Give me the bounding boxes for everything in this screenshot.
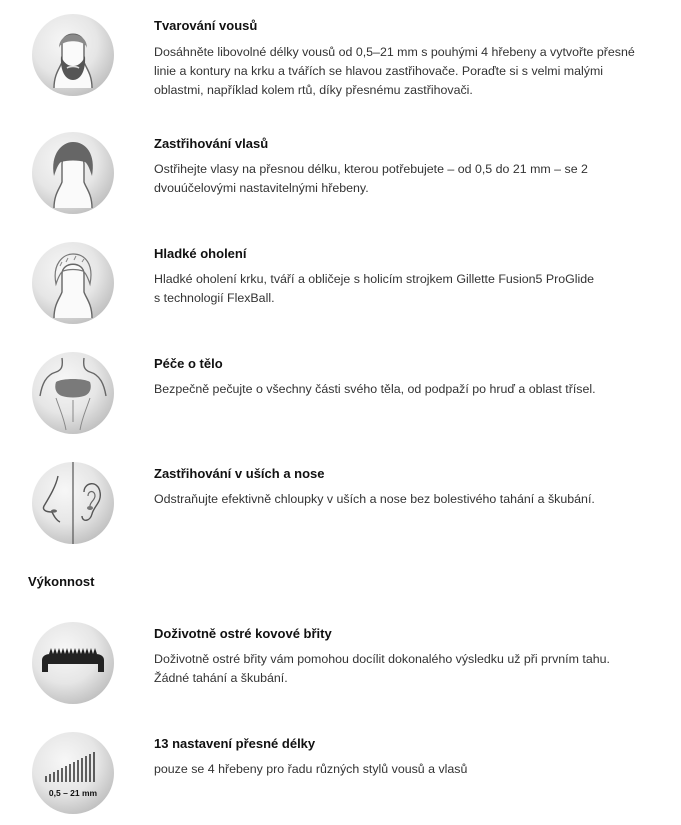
nose-ear-icon — [32, 462, 114, 544]
feature-description — [154, 43, 674, 100]
description-line: Odstraňujte efektivně chloupky v uších a nose bez bolestivého tahání a škubání. — [154, 492, 595, 506]
feature-title: Doživotně ostré kovové břity — [154, 626, 332, 641]
description-line: Dosáhněte libovolné délky vousů od 0,5–21 mm s pouhými 4 hřebeny a vytvořte přesné — [154, 45, 635, 59]
feature-title: Tvarování vousů — [154, 18, 258, 33]
smooth-shave-head-icon — [32, 242, 114, 324]
feature-title: Zastřihování v uších a nose — [154, 466, 325, 481]
feature-title: Hladké oholení — [154, 246, 247, 261]
feature-title: Péče o tělo — [154, 356, 223, 371]
beard-face-icon — [32, 14, 114, 96]
description-line: linie a kontury na krku a tvářích se hlavou zastřihovače. Poraďte si s velmi malými — [154, 64, 604, 78]
description-line: Žádné tahání a škubání. — [154, 671, 288, 685]
hair-head-icon — [32, 132, 114, 214]
feature-description — [154, 490, 674, 509]
feature-title: 13 nastavení přesné délky — [154, 736, 316, 751]
length-settings-icon — [32, 732, 114, 814]
description-line: Bezpečně pečujte o všechny části svého těla, od podpaží po hruď a oblast třísel. — [154, 382, 596, 396]
description-line: s technologií FlexBall. — [154, 291, 275, 305]
feature-description — [154, 160, 674, 198]
description-line: Ostřihejte vlasy na přesnou délku, kterou potřebujete – od 0,5 do 21 mm – se 2 — [154, 162, 588, 176]
section-heading-performance: Výkonnost — [28, 574, 95, 589]
description-line: Hladké oholení krku, tváří a obličeje s holicím strojkem Gillette Fusion5 ProGlide — [154, 272, 595, 286]
feature-description — [154, 760, 674, 779]
description-line: oblastmi, například kolem rtů, díky přesnému zastřihovači. — [154, 83, 473, 97]
feature-description — [154, 380, 674, 399]
description-line: dvouúčelovými nastavitelnými hřebeny. — [154, 181, 369, 195]
description-line: pouze se 4 hřebeny pro řadu různých stylů vousů a vlasů — [154, 762, 468, 776]
description-line: Doživotně ostré břity vám pomohou docílit dokonalého výsledku už při prvním tahu. — [154, 652, 610, 666]
feature-description — [154, 650, 674, 688]
torso-icon — [32, 352, 114, 434]
feature-description — [154, 270, 674, 308]
length-range-label: 0,5 – 21 mm — [48, 788, 98, 798]
blade-comb-icon — [32, 622, 114, 704]
feature-title: Zastřihování vlasů — [154, 136, 269, 151]
